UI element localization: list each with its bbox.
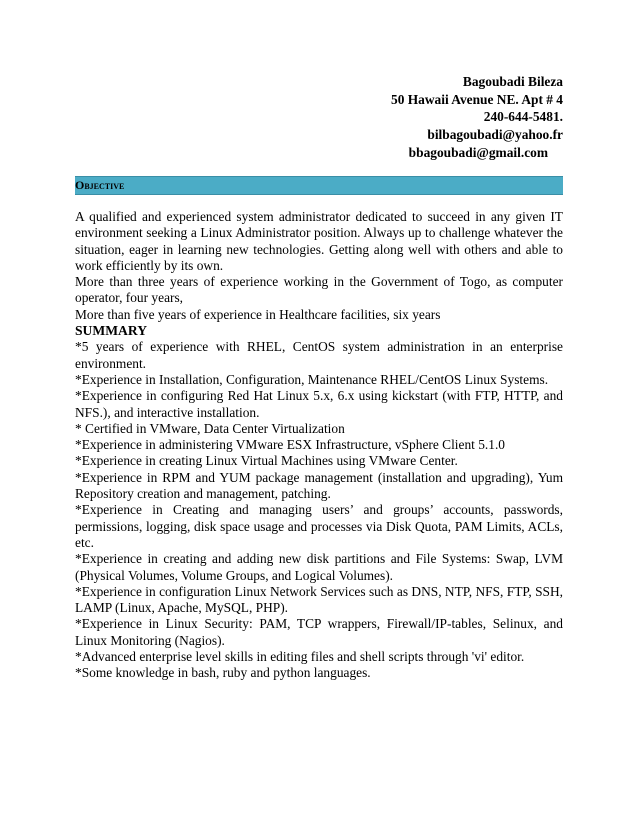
objective-paragraph: A qualified and experienced system administrator dedicated to succeed in any given IT environment seeking a Linux Administrator position. Always up to challenge whatever the situation, eager in learning new technologies. Getting along well with others and able to work efficiently by its own.	[75, 209, 563, 273]
contact-phone: 240-644-5481.	[483, 109, 563, 125]
summary-heading: SUMMARY	[75, 323, 148, 339]
contact-email-secondary: bbagoubadi@gmail.com	[408, 144, 548, 160]
contact-name: Bagoubadi Bileza	[462, 74, 563, 89]
summary-item: *Experience in creating and adding new disk partitions and File Systems: Swap, LVM (Physical Volumes, Volume Groups, and Logical Volumes).	[75, 551, 563, 583]
summary-item: *Experience in Creating and managing users’ and groups’ accounts, passwords, permissions, logging, disk space usage and processes via Disk Quota, PAM Limits, ACLs, etc.	[75, 502, 563, 550]
summary-item: *5 years of experience with RHEL, CentOS system administration in an enterprise environment.	[75, 339, 563, 371]
summary-item: * Certified in VMware, Data Center Virtualization	[75, 420, 345, 436]
summary-item: *Experience in Installation, Configuration, Maintenance RHEL/CentOS Linux Systems.	[75, 371, 549, 387]
summary-item: *Experience in RPM and YUM package management (installation and upgrading), Yum Repository creation and management, patching.	[75, 469, 563, 502]
objective-paragraph: More than three years of experience working in the Government of Togo, as computer operator, four years,	[75, 274, 563, 306]
summary-item: *Advanced enterprise level skills in editing files and shell scripts through 'vi' editor.	[75, 649, 525, 665]
summary-item: *Experience in configuring Red Hat Linux 5.x, 6.x using kickstart (with FTP, HTTP, and NFS.), and interactive installation.	[75, 388, 563, 420]
summary-item: *Experience in Linux Security: PAM, TCP wrappers, Firewall/IP-tables, Selinux, and Linux Monitoring (Nagios).	[75, 616, 563, 648]
objective-section-bar	[75, 176, 563, 195]
objective-paragraph: More than five years of experience in Healthcare facilities, six years	[75, 306, 441, 322]
summary-item: *Experience in administering VMware ESX Infrastructure, vSphere Client 5.1.0	[75, 437, 505, 453]
contact-address: 50 Hawaii Avenue NE. Apt # 4	[391, 91, 563, 107]
resume-body	[75, 209, 563, 682]
objective-heading: Objective	[75, 178, 125, 192]
contact-email-primary: bilbagoubadi@yahoo.fr	[427, 127, 563, 143]
contact-block	[300, 73, 563, 162]
summary-item: *Experience in configuration Linux Network Services such as DNS, NTP, NFS, FTP, SSH, LAMP (Linux, Apache, MySQL, PHP).	[75, 583, 563, 616]
summary-item: *Some knowledge in bash, ruby and python languages.	[75, 665, 371, 681]
summary-item: *Experience in creating Linux Virtual Machines using VMware Center.	[75, 453, 458, 469]
summary-list	[75, 339, 563, 681]
